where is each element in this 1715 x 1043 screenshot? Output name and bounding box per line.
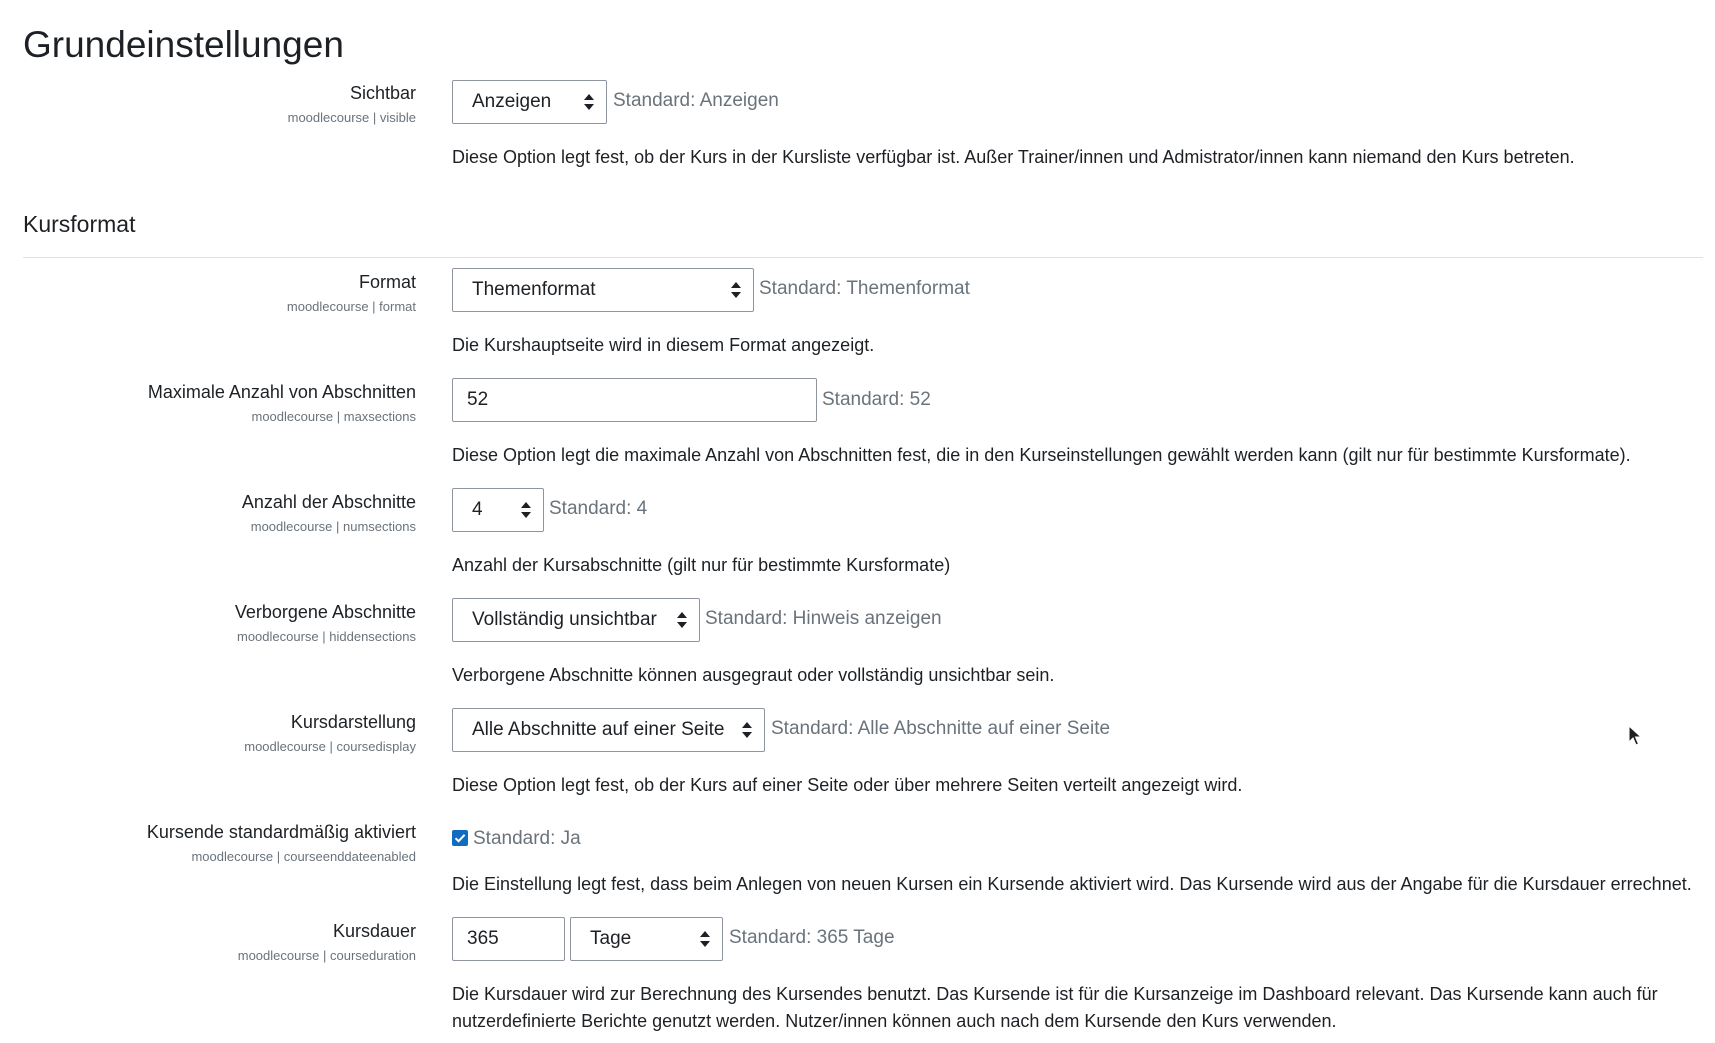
- coursedisplay-description: Diese Option legt fest, ob der Kurs auf einer Seite oder über mehrere Seiten verteilt angezeigt wird.: [452, 775, 1243, 795]
- select-caret-icon: [521, 502, 531, 518]
- maxsections-description: Diese Option legt die maximale Anzahl von Abschnitten fest, die in den Kurseinstellungen gewählt werden kann (gilt nur für bestimmte Kursformate).: [452, 445, 1631, 465]
- courseenddateenabled-checkbox[interactable]: [452, 830, 468, 846]
- courseduration-description: Die Kursdauer wird zur Berechnung des Kursendes benutzt. Das Kursende ist für die Kursanzeige im Dashboard relevant. Das Kursende kann auch für nutzerdefinierte Berichte genutzt werden. Nutzer/innen können auch nach dem Kursende den Kurs verwenden.: [452, 984, 1658, 1031]
- hiddensections-select-value: Vollständig unsichtbar: [472, 609, 657, 630]
- coursedisplay-select-value: Alle Abschnitte auf einer Seite: [472, 719, 725, 740]
- courseduration-default: Standard: 365 Tage: [729, 927, 895, 948]
- select-caret-icon: [677, 612, 687, 628]
- setting-key-numsections: moodlecourse | numsections: [250, 519, 416, 534]
- courseduration-unit-value: Tage: [590, 928, 632, 949]
- select-caret-icon: [584, 94, 594, 110]
- setting-label-format: Format: [358, 272, 416, 292]
- select-caret-icon: [731, 282, 741, 298]
- setting-key-visible: moodlecourse | visible: [287, 110, 416, 125]
- maxsections-default: Standard: 52: [822, 389, 931, 410]
- numsections-description: Anzahl der Kursabschnitte (gilt nur für bestimmte Kursformate): [452, 555, 951, 575]
- coursedisplay-select[interactable]: [452, 708, 765, 752]
- visible-select[interactable]: [452, 80, 607, 124]
- setting-key-courseduration: moodlecourse | courseduration: [237, 948, 416, 963]
- courseenddateenabled-default: Standard: Ja: [473, 828, 581, 849]
- select-caret-icon: [700, 931, 710, 947]
- setting-key-hiddensections: moodlecourse | hiddensections: [237, 629, 416, 644]
- visible-default: Standard: Anzeigen: [613, 90, 779, 111]
- setting-key-format: moodlecourse | format: [286, 299, 416, 314]
- setting-key-courseenddateenabled: moodlecourse | courseenddateenabled: [191, 849, 416, 864]
- setting-label-courseduration: Kursdauer: [332, 921, 416, 941]
- numsections-select[interactable]: [452, 488, 544, 532]
- section-divider: [23, 257, 1703, 258]
- visible-select-value: Anzeigen: [472, 91, 552, 112]
- page-title: Grundeinstellungen: [23, 24, 344, 65]
- select-caret-icon: [742, 722, 752, 738]
- coursedisplay-default: Standard: Alle Abschnitte auf einer Seite: [771, 718, 1111, 739]
- setting-key-maxsections: moodlecourse | maxsections: [251, 409, 416, 424]
- format-description: Die Kurshauptseite wird in diesem Format angezeigt.: [452, 335, 875, 355]
- setting-label-courseenddateenabled: Kursende standardmäßig aktiviert: [146, 822, 416, 842]
- setting-label-maxsections: Maximale Anzahl von Abschnitten: [147, 382, 416, 402]
- mouse-pointer-icon: [1628, 725, 1642, 752]
- setting-key-coursedisplay: moodlecourse | coursedisplay: [244, 739, 416, 754]
- visible-description: Diese Option legt fest, ob der Kurs in der Kursliste verfügbar ist. Außer Trainer/innen und Admistrator/innen kann niemand den Kurs betreten.: [452, 147, 1575, 167]
- numsections-default: Standard: 4: [549, 498, 648, 519]
- setting-label-hiddensections: Verborgene Abschnitte: [234, 602, 416, 622]
- maxsections-input[interactable]: 52: [452, 378, 817, 422]
- format-default: Standard: Themenformat: [759, 278, 970, 299]
- setting-label-numsections: Anzahl der Abschnitte: [241, 492, 416, 512]
- hiddensections-default: Standard: Hinweis anzeigen: [705, 608, 942, 629]
- courseenddateenabled-description: Die Einstellung legt fest, dass beim Anlegen von neuen Kursen ein Kursende aktiviert wird. Das Kursende wird aus der Angabe für die Kursdauer errechnet.: [452, 874, 1692, 894]
- courseduration-input[interactable]: 365: [452, 917, 565, 961]
- format-select[interactable]: [452, 268, 754, 312]
- hiddensections-description: Verborgene Abschnitte können ausgegraut oder vollständig unsichtbar sein.: [452, 665, 1055, 685]
- section-heading: Kursformat: [23, 211, 136, 237]
- setting-label-visible: Sichtbar: [349, 83, 416, 103]
- hiddensections-select[interactable]: [452, 598, 700, 642]
- numsections-select-value: 4: [472, 499, 483, 520]
- checkmark-icon: [452, 830, 468, 846]
- format-select-value: Themenformat: [472, 279, 596, 300]
- setting-label-coursedisplay: Kursdarstellung: [290, 712, 416, 732]
- courseduration-unit-select[interactable]: [570, 917, 723, 961]
